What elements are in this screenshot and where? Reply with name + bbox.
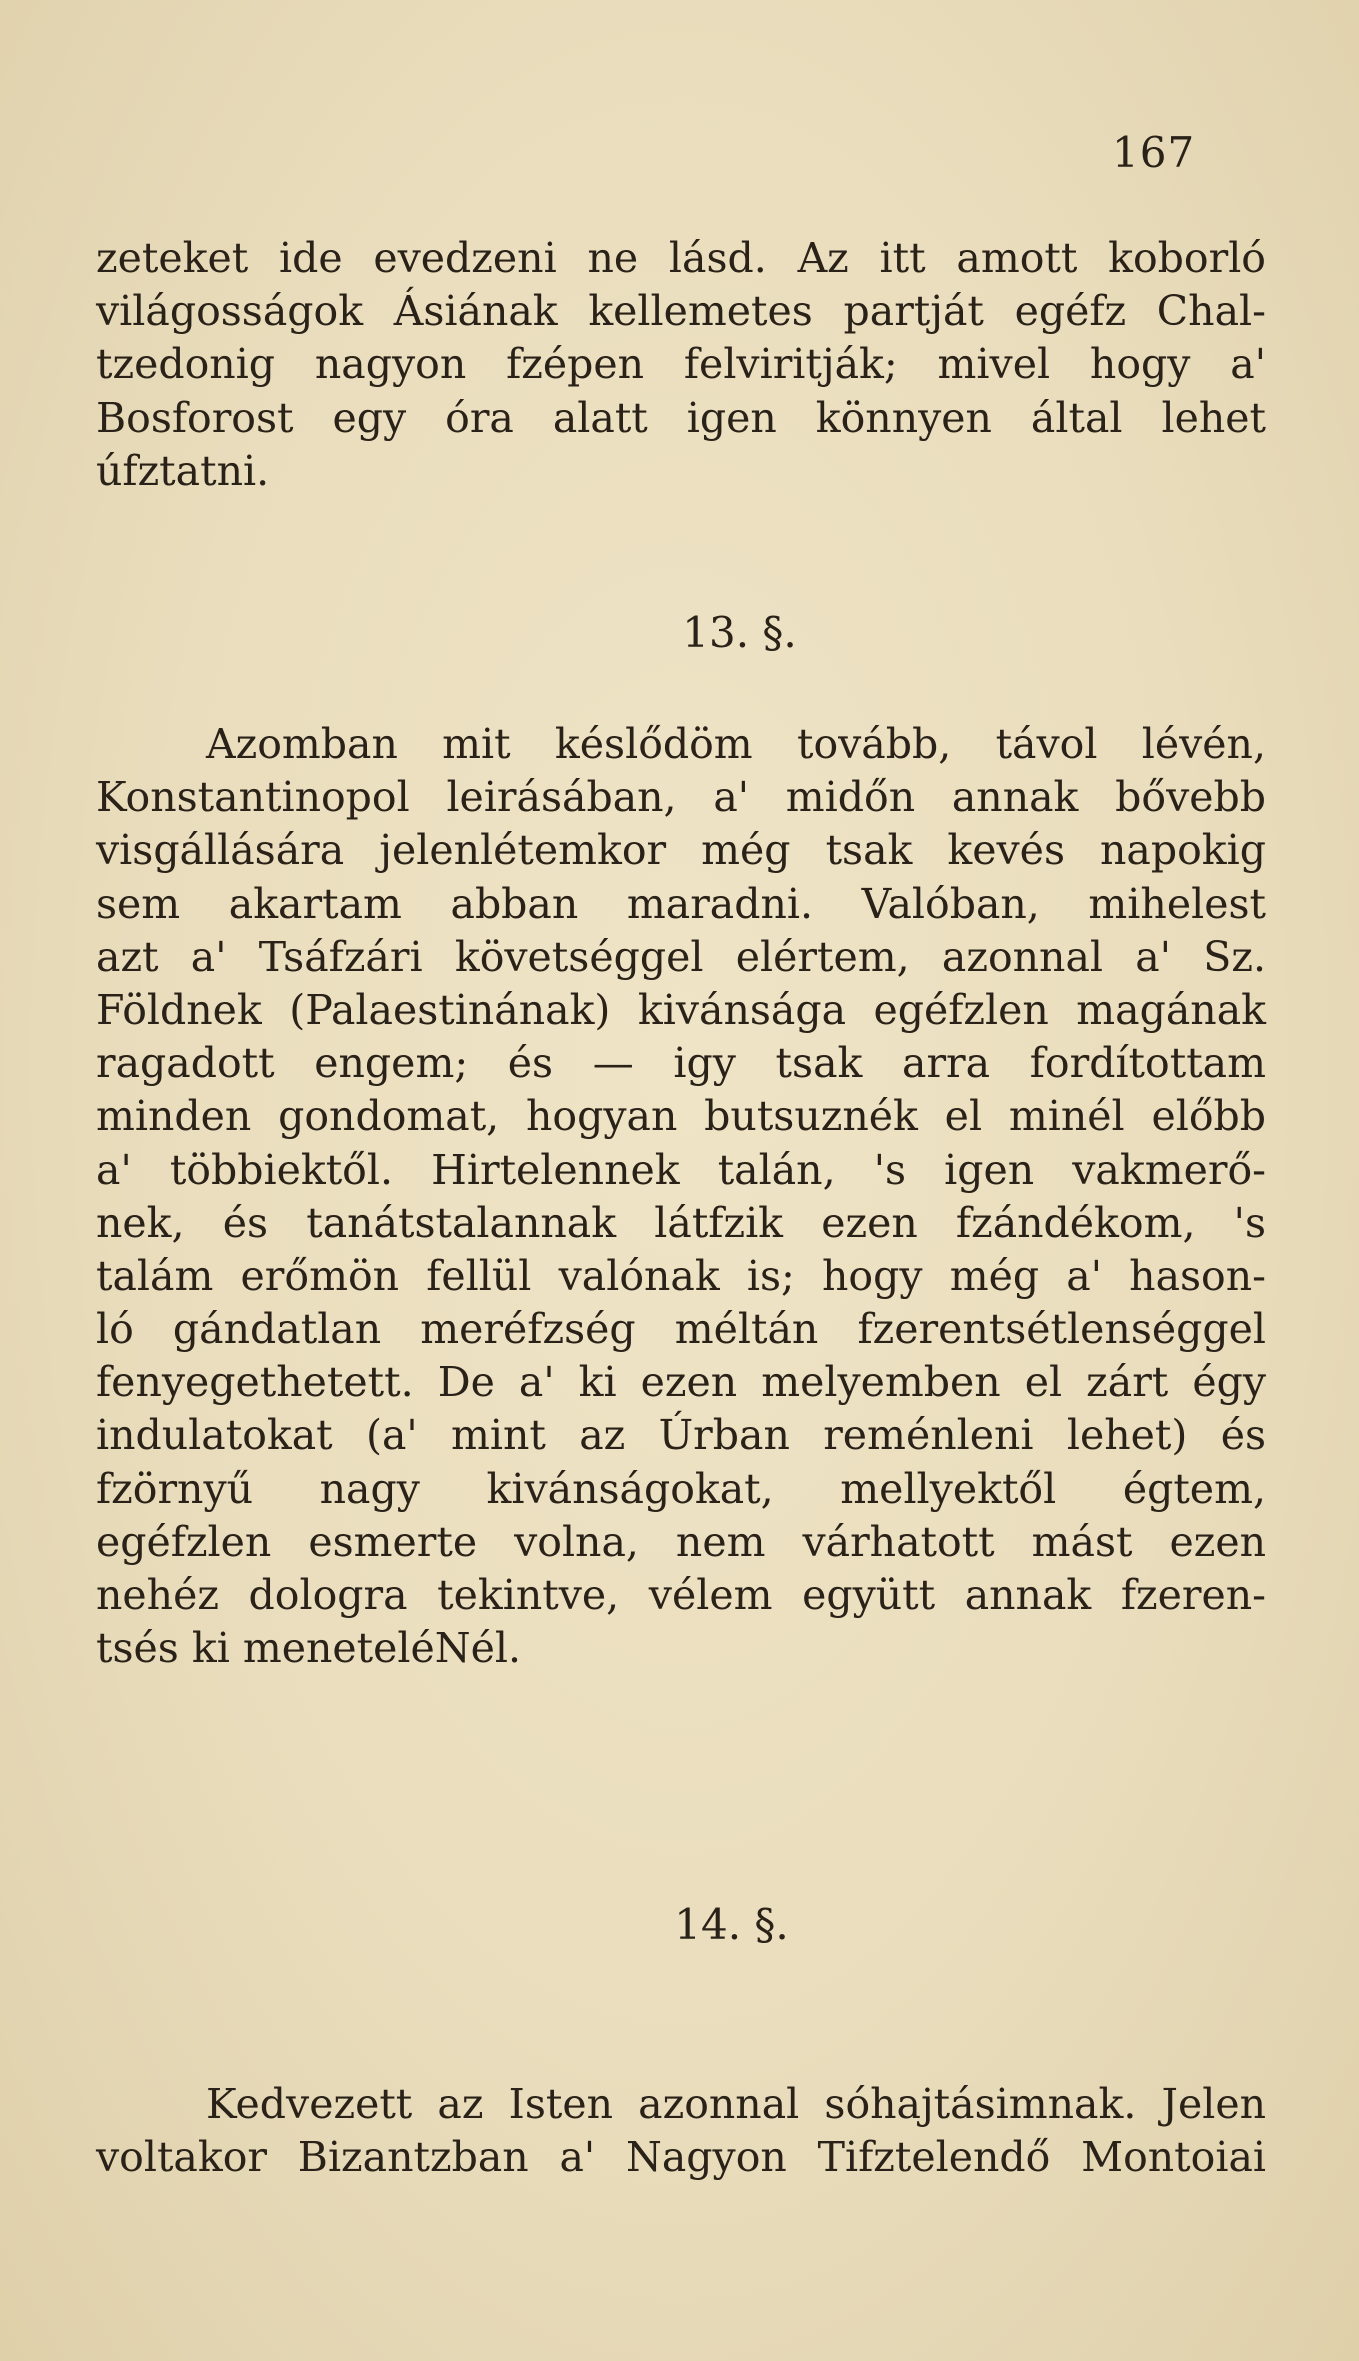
text-line: úfztatni. [96,446,270,495]
text-line: Földnek (Palaestinának) kivánsága egéfzlen magának [96,985,1266,1034]
text-line: talám erőmön fellül valónak is; hogy még a' hason- [96,1251,1266,1300]
paragraph-3 [96,2078,1266,2184]
text-line: fzörnyű nagy kivánságokat, mellyektől égtem, [96,1464,1266,1513]
text-line: azt a' Tsáfzári követséggel elértem, azonnal a' Sz. [96,932,1266,981]
text-line: a' többiektől. Hirtelennek talán, 's igen vakmerő- [96,1145,1266,1194]
text-line: világosságok Ásiának kellemetes partját egéfz Chal- [96,287,1266,336]
text-line: tsés ki meneteléNél. [96,1624,522,1673]
text-line: nek, és tanátstalannak látfzik ezen fzándékom, 's [96,1198,1266,1247]
text-line: Azomban mit késlődöm tovább, távol lévén, [206,720,1266,768]
section-heading-14: 14. §. [674,1900,789,1949]
text-line: Bosforost egy óra alatt igen könnyen által lehet [96,393,1266,442]
text-line: ló gándatlan meréfzség méltán fzerentsétlenséggel [96,1305,1266,1354]
text-line: fenyegethetett. De a' ki ezen melyemben el zárt égy [96,1358,1266,1407]
paragraph-2 [96,718,1266,1675]
section-heading-13: 13. §. [682,608,797,657]
text-line: zeteket ide evedzeni ne lásd. Az itt amott koborló [96,234,1266,282]
text-line: ragadott engem; és — igy tsak arra fordítottam [96,1039,1266,1088]
paragraph-1 [96,232,1266,498]
page-number: 167 [1112,128,1196,177]
text-line: sem akartam abban maradni. Valóban, mihelest [96,879,1266,928]
text-line: voltakor Bizantzban a' Nagyon Tifztelendő Montoiai [96,2133,1266,2182]
text-line: egéfzlen esmerte volna, nem várhatott mást ezen [96,1517,1266,1566]
text-line: Konstantinopol leirásában, a' midőn annak bővebb [96,773,1266,822]
text-line: minden gondomat, hogyan butsuznék el minél előbb [96,1092,1266,1141]
text-line: nehéz dologra tekintve, vélem együtt annak fzeren- [96,1571,1266,1619]
text-line: Kedvezett az Isten azonnal sóhajtásimnak. Jelen [206,2080,1266,2128]
text-line: indulatokat (a' mint az Úrban reménleni lehet) és [96,1411,1266,1460]
text-line: tzedonig nagyon fzépen felviritják; mivel hogy a' [96,340,1266,389]
text-line: visgállására jelenlétemkor még tsak kevés napokig [96,826,1266,875]
